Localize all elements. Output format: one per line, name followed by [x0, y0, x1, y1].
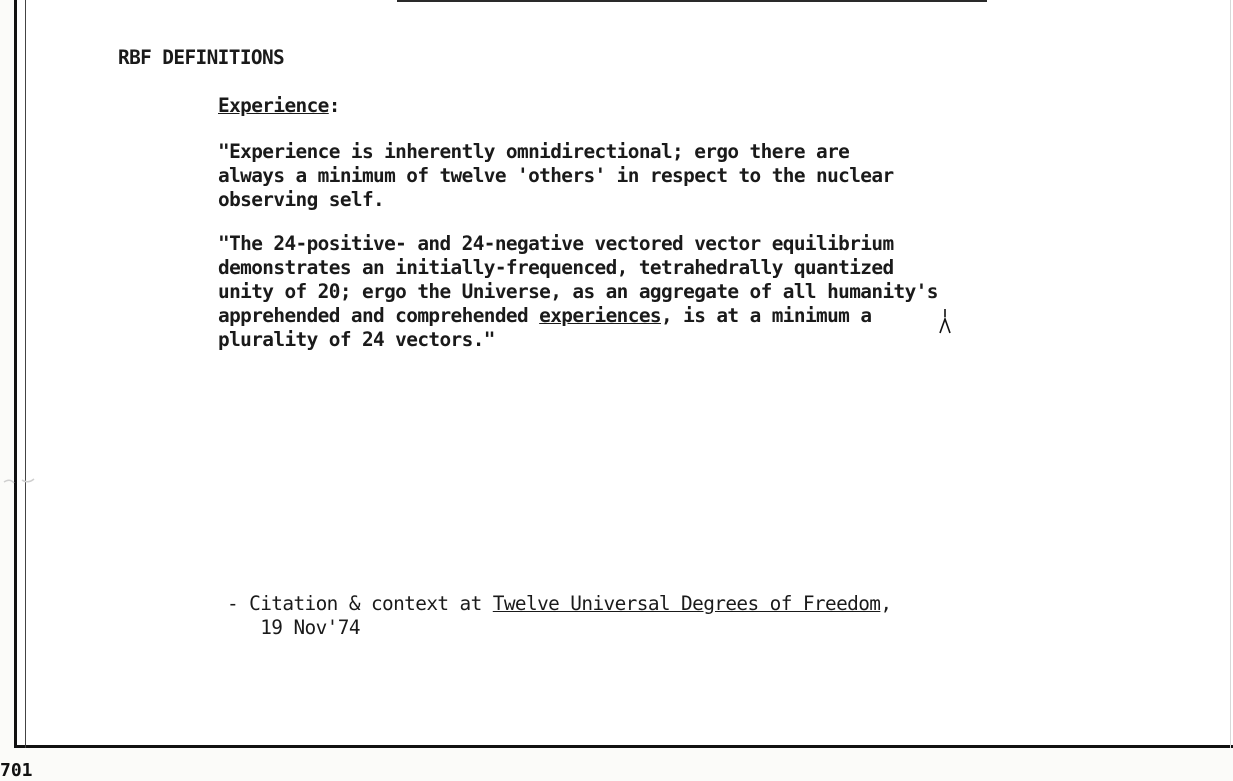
- quote-paragraph-2: [218, 232, 938, 352]
- underlined-word-experiences: experiences: [539, 304, 661, 327]
- page-edge-number: 701: [0, 760, 33, 781]
- para2-line: "The 24-positive- and 24-negative vectored vector equilibrium: [218, 232, 894, 255]
- para1-line: always a minimum of twelve 'others' in respect to the nuclear: [218, 164, 894, 187]
- citation-suffix: ,: [880, 592, 892, 615]
- para2-line: [218, 304, 938, 328]
- ink-smudge: [0, 470, 40, 490]
- para1-line: observing self.: [218, 188, 385, 211]
- citation: [227, 592, 891, 640]
- citation-source: Twelve Universal Degrees of Freedom: [492, 592, 881, 615]
- insertion-caret-mark: [937, 307, 953, 335]
- para2-line-4-start: apprehended and comprehended: [218, 304, 540, 327]
- quote-paragraph-1: [218, 140, 894, 212]
- term-colon: :: [328, 94, 340, 117]
- definition-term: [218, 94, 340, 118]
- para1-line: "Experience is inherently omnidirectional; ergo there are: [218, 140, 850, 163]
- card-heading: RBF DEFINITIONS: [118, 46, 285, 69]
- para2-line-4-end: , is at a minimum a: [660, 304, 872, 327]
- citation-prefix: - Citation & context at: [227, 592, 493, 615]
- term-label: Experience: [218, 94, 329, 117]
- para2-line: unity of 20; ergo the Universe, as an aggregate of all humanity's: [218, 280, 938, 303]
- citation-date: 19 Nov'74: [227, 616, 360, 639]
- para2-line: plurality of 24 vectors.": [218, 328, 495, 351]
- card-right-edge: [1230, 0, 1231, 748]
- card-top-rule: [397, 0, 987, 2]
- definition-card: [14, 0, 1233, 748]
- card-left-inner-rule: [25, 0, 26, 748]
- citation-line-1: [227, 592, 891, 616]
- para2-line: demonstrates an initially-frequenced, tetrahedrally quantized: [218, 256, 894, 279]
